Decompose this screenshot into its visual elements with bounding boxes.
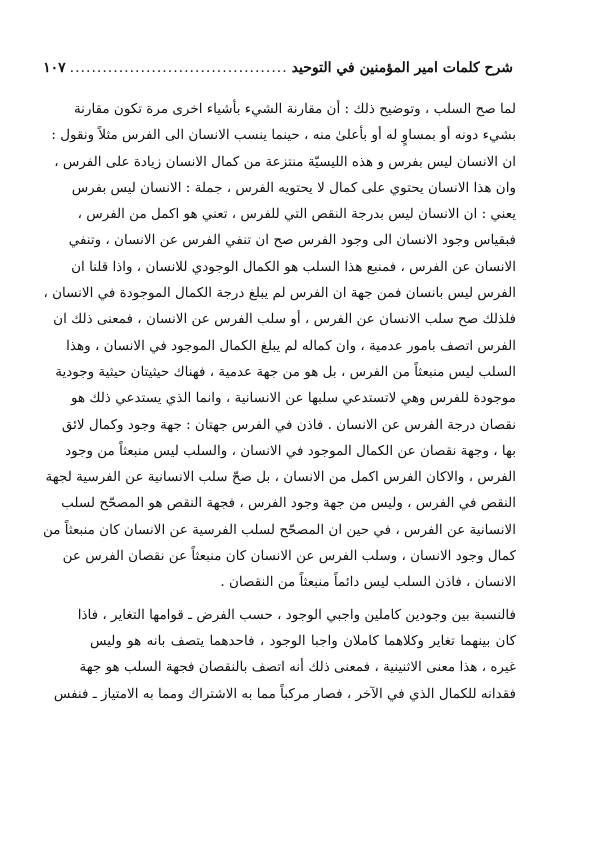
text-line: موجودة للفرس وهي لاتستدعي سلبها عن الانسانية ، وانما الذي يستدعي ذلك هو [71, 390, 516, 407]
text-line: فبقياس وجود الانسان الى وجود الفرس صح ان تنفي الفرس عن الانسان ، وتنفي [68, 232, 516, 249]
text-line: فالنسبة بين وجودين كاملين واجبي الوجود ، حسب الفرض ـ قوامها التغاير ، فاذا [77, 606, 516, 623]
text-line: نقصان درجة الفرس عن الانسان . فاذن في الفرس جهتان : جهة وجود وكمال لائق [61, 416, 516, 433]
text-line: بها ، وجهة نقصان عن الكمال الموجود في الانسان ، والسلب ليس منبعثاً من وجود [65, 442, 516, 459]
text-line: الانسان ، فاذن السلب ليس دائماً منبعثاً من النقصان . [220, 574, 516, 591]
text-line: وان هذا الانسان يحتوي على كمال لا يحتويه الفرس ، جملة : الانسان ليس بفرس [71, 179, 516, 196]
text-line: النقص في الفرس ، وليس من جهة وجود الفرس ، فجهة النقص هو المصحّح لسلب [61, 495, 516, 512]
text-line: غيره ، هذا معنى الاثنينية ، فمعنى ذلك أنه اتصف بالنقصان فجهة السلب هو جهة [79, 659, 516, 676]
paragraph-1 [43, 96, 516, 596]
text-line: لما صح السلب ، وتوضيح ذلك : أن مقارنة الشيء بأشياء اخرى مرة تكون مقارنة [73, 101, 516, 117]
text-line: بشيء دونه أو بمساوٍ له أو بأعلىٰ منه ، حينما ينسب الانسان الى الفرس مثلاً ونقول : [51, 127, 516, 144]
text-line: كمال وجود الانسان ، وسلب الفرس عن الانسان كان منبعثاً عن نقصان الفرس عن [62, 548, 516, 565]
text-line: ان الانسان ليس بفرس و هذه الليسيّة منتزعة من كمال الانسان زيادة على الفرس ، [54, 153, 516, 170]
text-line: كان بينهما تغاير وكلاهما كاملان واجبا الوجود ، فاحدهما يتصف بانه هو وليس [90, 632, 516, 649]
page-number: ١٠٧ [43, 60, 66, 76]
text-line: فقدانه للكمال الذي في الآخر ، فصار مركباً مما به الاشتراك ومما به الامتياز ـ فنفس [53, 685, 516, 702]
body-text [43, 96, 516, 707]
text-line: الانسان عن الفرس ، فمنبع هذا السلب هو الكمال الوجودي للانسان ، واذا قلنا ان [71, 258, 516, 275]
text-line: السلب ليس منبعثاً من الفرس ، بل هو من جهة عدمية ، فهناك حيثيتان حيثية وجودية [55, 363, 516, 380]
text-line: الفرس اتصف بامور عدمية ، وان كماله لم يبلغ الكمال الموجود في الانسان ، وهذا [66, 337, 516, 354]
header-title: شرح كلمات امير المؤمنين في التوحيد [291, 60, 513, 76]
running-header [43, 56, 513, 80]
text-line: الفرس ليس بانسان فمن جهة ان الفرس لم يبلغ درجة الكمال الموجودة في الانسان ، [43, 285, 516, 302]
paragraph-2 [53, 602, 516, 707]
text-line: الانسانية عن الفرس ، في حين ان المصحّح لسلب الفرسية عن الانسان كان منبعثاً من [43, 521, 516, 538]
text-line: الفرس ، والاكان الفرس اكمل من الانسان ، بل صحّ سلب الانسانية عن الفرسية لجهة [45, 469, 516, 486]
header-leader-dots: ........................................ [69, 60, 288, 76]
text-line: فلذلك صح سلب الانسان عن الفرس ، أو سلب الفرس عن الانسان ، فمعنى ذلك ان [53, 311, 516, 328]
text-line: يعني : ان الانسان ليس بدرجة النقص التي للفرس ، تعني هو اكمل من الفرس ، [77, 206, 516, 223]
